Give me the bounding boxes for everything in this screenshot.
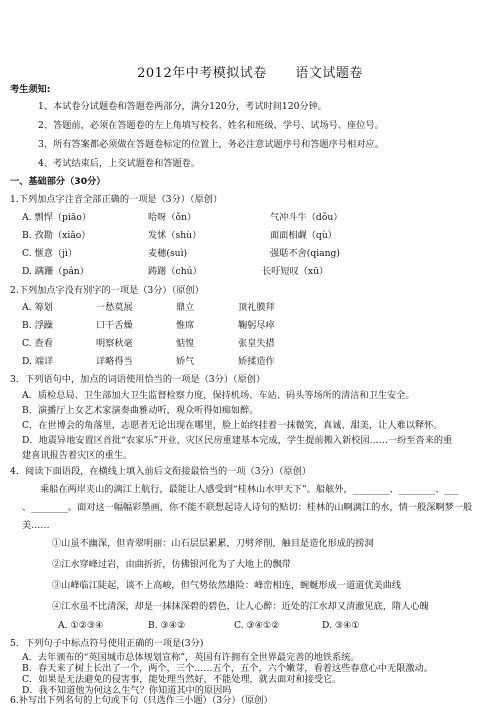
question-1-stem: 1.下列加点字注音全部正确的一项是（3分）（原创） — [10, 194, 223, 205]
question-5-stem: 5．下列句子中标点符号使用正确的一项是(3分) — [10, 638, 204, 649]
q5-option: B．春天来了树上长出了一个，两个，三个……五个，五个，六个嫩芽，看着这些春意心中无限激动。 — [22, 663, 433, 674]
q3-option: C．在世博会的角落里，志愿者无论出现在哪里，脸上始终挂着一抹微笑，真诚、甜美，让人难以释怀。 — [22, 420, 443, 431]
section-heading: 一、基础部分（30分） — [10, 176, 106, 187]
notice-item: 4、考试结束后，上交试题卷和答题卷。 — [38, 158, 201, 169]
notice-item: 3、所有答案都必须做在答题卷标定的位置上，务必注意试题序号和答题序号相对应。 — [38, 139, 384, 150]
q4-choice: C. ③④①② — [234, 620, 280, 631]
paper-subtitle: 语文试题卷 — [295, 66, 363, 81]
question-6-stem: 6.补写出下列名句的上句或下句（只选作三小题）（3分）（原创） — [10, 695, 273, 706]
q2-option: B. 浮躁 — [22, 320, 53, 331]
q2-option: D. 端详 — [22, 356, 54, 367]
q1-option: 面面相觑（qù） — [270, 230, 337, 241]
q1-option: 哈呀（ǒn） — [148, 212, 197, 223]
page-title — [0, 62, 500, 81]
q1-option: 气冲斗牛（dǒu） — [270, 212, 343, 223]
notice-item: 2、答题前，必须在答题卷的左上角填写校名、姓名和班级、学号、试场号、座位号。 — [38, 120, 384, 131]
question-2-stem: 2.下列加点字没有别字的一项是（3分）（原创） — [10, 285, 204, 296]
q4-passage-line: 乘船在两岸夹山的漓江上航行，最能让人感受到“桂林山水甲天下”。船舷外，________、________、___ — [40, 484, 459, 495]
q4-passage-line: 美…… — [22, 520, 50, 531]
notice-heading: 考生须知: — [10, 84, 51, 95]
q3-option: D．地震异地安置区首批“农家乐”开业，灾区民房重建基本完成，学生提前搬入新校园……一纷至沓来的重 — [22, 435, 453, 446]
q2-option: 张皇失措 — [238, 338, 275, 349]
q5-option: A．去年颁布的“英国城市总体规划宣称”，英国有许拥有全世界最完善的地铁系统。 — [22, 652, 360, 663]
q5-option: C．如果是无法避免的侵害事，能处理当然好，不能处理，就去面对和接受它。 — [22, 674, 342, 685]
q2-option: 明察秋毫 — [96, 338, 133, 349]
q2-option: C. 查看 — [22, 338, 53, 349]
q5-option: D．我不知道他为何这么生气？你知道其中的原因吗 — [22, 685, 232, 696]
q2-option: 惦惶 — [176, 338, 195, 349]
q2-option: 娇气 — [176, 356, 195, 367]
q2-option: 惟席 — [176, 320, 195, 331]
q4-choice: B. ③④② — [148, 620, 186, 631]
q1-option: 麦穗(suì) — [148, 248, 188, 259]
q4-sentence: ④江水虽不比清深，却是一抹抹深碧的碧色，让人心醉：近处的江水却又清澈见底，隋人心魄 — [52, 601, 429, 612]
q2-option: 鼎立 — [176, 302, 195, 313]
q3-option-continued: 建喜讯报告着灾区的重生。 — [22, 450, 133, 461]
q2-option: 娇揉造作 — [238, 356, 275, 367]
q4-choice: D. ③④① — [322, 620, 360, 631]
q2-option: 详略得当 — [96, 356, 133, 367]
q2-option: 口干舌燥 — [96, 320, 133, 331]
question-3-stem: 3．下列语句中，加点的词语使用恰当的一项是（3分）（原创） — [10, 374, 266, 385]
q1-option: C. 惬意（jì） — [22, 248, 78, 259]
q1-option: B. 孜勘（xiǎo） — [22, 230, 91, 241]
q1-option: A. 剽悍（piāo） — [22, 212, 92, 223]
q4-sentence: ②江水穿峰过岩，由曲折折，仿佛银河化为了大地上的飘带 — [52, 559, 291, 570]
q2-option: 鞠躬尽瘁 — [238, 320, 275, 331]
q1-option: 发怵（shù） — [148, 230, 202, 241]
q4-choice: A. ①②③④ — [58, 620, 104, 631]
notice-item: 1、本试卷分试题卷和答题卷两部分，满分120分，考试时间120分钟。 — [38, 101, 327, 112]
q4-sentence: ①山虽不幽深，但青翠明丽：山石层层累累，刀劈斧削，触目是造化形成的捞洞 — [52, 538, 374, 549]
exam-title: 2012年中考模拟试卷 — [137, 66, 267, 81]
question-4-stem: 4．阅读下面语段，在横线上填入前后文衔接最恰当的一项（3分）（原创） — [10, 466, 312, 477]
q3-option: B．演播厅上女艺术家演奏曲雅动听，观众听得如痴如醉。 — [22, 405, 259, 416]
q3-option: A．质检总局、卫生部加大卫生监督检察力度，保持机场、车站、码头等场所的清洁和卫生安全。 — [22, 390, 415, 401]
q4-sentence: ③山峰临江陡起，谈不上高峻，但气势依然雄险：峰峦相连，蜿蜒形成一道道优美曲线 — [52, 580, 402, 591]
q1-option: D. 蹒跚（pán） — [22, 266, 89, 277]
q1-option: 踌躇（chú） — [148, 266, 202, 277]
q1-option: 长吁短叹（xū） — [262, 266, 329, 277]
q2-option: 顶礼膜拜 — [238, 302, 275, 313]
q2-option: A. 筹划 — [22, 302, 53, 313]
q4-passage-line: 、________。面对这一幅幅彩墨画，你不能不联想起诗人诗句的贴切：桂林的山啊漓江的水，情一般深啊梦一般 — [22, 502, 473, 513]
q2-option: 一愁莫展 — [96, 302, 133, 313]
q1-option: 强聒不舍(qiang) — [270, 248, 341, 259]
